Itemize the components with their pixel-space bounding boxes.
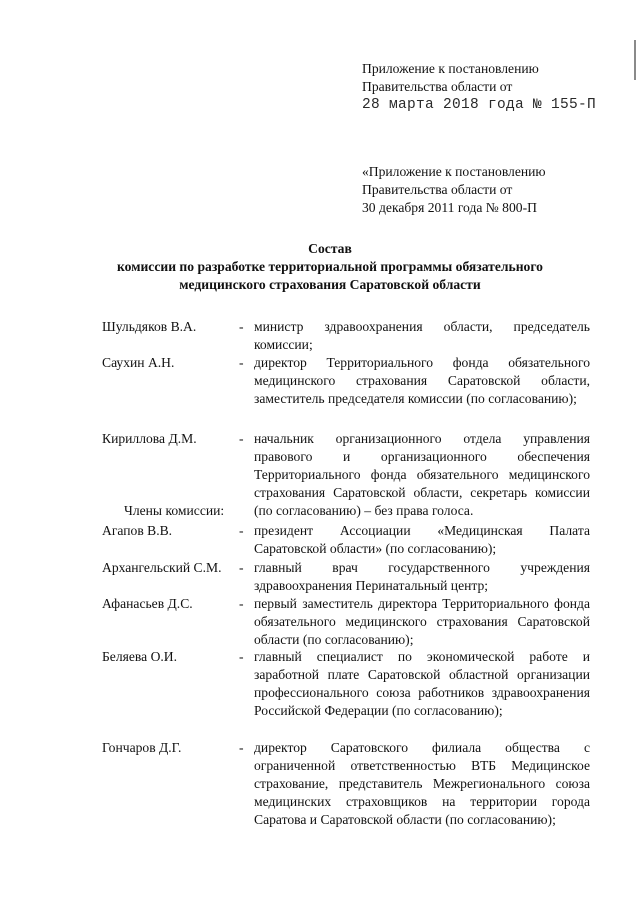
- member-description: директор Территориального фонда обязательного медицинского страхования Саратовской области, заместитель председателя комиссии (по согласованию);: [254, 355, 590, 406]
- member-name: Шульдяков В.А.: [102, 319, 197, 334]
- title-line-1: Состав: [308, 241, 352, 256]
- member-description: главный специалист по экономической работе и заработной плате Саратовской областной организации профессионального союза работников здравоохранения Российской Федерации (по согласованию);: [254, 649, 590, 718]
- member-description: главный врач государственного учреждения здравоохранения Перинатальный центр;: [254, 560, 590, 593]
- member-name: Кириллова Д.М.: [102, 431, 197, 446]
- original-appendix-line-3: 30 декабря 2011 года № 800-П: [362, 200, 537, 215]
- member-dash: -: [239, 431, 244, 446]
- member-name: Гончаров Д.Г.: [102, 740, 182, 755]
- scan-edge-mark: [634, 40, 636, 80]
- member-dash: -: [239, 740, 244, 755]
- member-description: президент Ассоциации «Медицинская Палата Саратовской области» (по согласованию);: [254, 523, 590, 556]
- original-appendix-line-2: Правительства области от: [362, 182, 513, 197]
- member-dash: -: [239, 649, 244, 664]
- member-description: директор Саратовского филиала общества с ограниченной ответственностью ВТБ Медицинское страхование, представитель Межрегионального союза медицинских страховщиков на территории города Саратова и Саратовской области (по согласованию);: [254, 740, 590, 827]
- member-dash: -: [239, 319, 244, 334]
- member-name: Беляева О.И.: [102, 649, 178, 664]
- member-dash: -: [239, 355, 244, 370]
- appendix-line-2: Правительства области от: [362, 79, 513, 94]
- member-name: Афанасьев Д.С.: [102, 596, 193, 611]
- member-dash: -: [239, 596, 244, 611]
- member-description: министр здравоохранения области, председатель комиссии;: [254, 319, 590, 352]
- appendix-header: [362, 60, 602, 114]
- appendix-date-number: 28 марта 2018 года № 155-П: [362, 97, 597, 113]
- member-description: первый заместитель директора Территориального фонда обязательного медицинского страхования Саратовской области (по согласованию);: [254, 596, 590, 647]
- member-name: Саухин А.Н.: [102, 355, 175, 370]
- title-line-3: медицинского страхования Саратовской области: [179, 277, 481, 292]
- appendix-line-1: Приложение к постановлению: [362, 61, 539, 76]
- member-dash: -: [239, 523, 244, 538]
- member-dash: -: [239, 560, 244, 575]
- member-name: Агапов В.В.: [102, 523, 173, 538]
- member-description: начальник организационного отдела управления правового и организационного обеспечения Территориального фонда обязательного медицинского страхования Саратовской области, секретарь комиссии (по согласованию) – без права голоса.: [254, 431, 590, 518]
- original-appendix-line-1: «Приложение к постановлению: [362, 164, 546, 179]
- members-heading: Члены комиссии:: [124, 503, 225, 518]
- document-title: [80, 240, 580, 294]
- original-appendix-header: [362, 163, 602, 217]
- title-line-2: комиссии по разработке территориальной программы обязательного: [117, 259, 543, 274]
- member-name: Архангельский С.М.: [102, 560, 222, 575]
